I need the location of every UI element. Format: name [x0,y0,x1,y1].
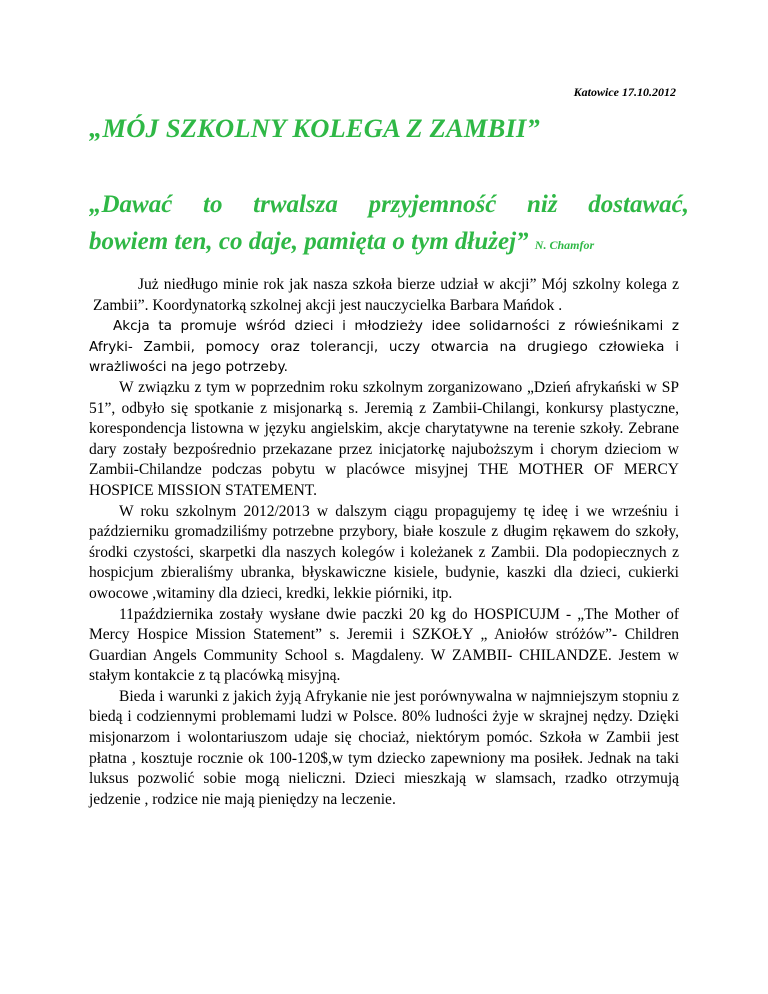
quote-line-2 [89,223,689,264]
paragraph-poverty: Bieda i warunki z jakich żyją Afrykanie nie jest porównywalna w najmniejszym stopniu z biedą i codziennymi problemami ludzi w Polsce. 80% ludności żyje w skrajnej nędzy. Dzięki misjonarzom i wolontariuszom udaje się chociaż, niektórym pomóc. Szkoła w Zambii jest płatna , kosztuje rocznie ok 100-120$,w tym dziecko zapewniony ma posiłek. Jednak na taki luksus pozwolić sobie mogą nieliczni. Dzieci mieszkają w slamsach, rzadko otrzymują jedzenie , rodzice nie mają pieniędzy na leczenie. [89,687,679,808]
paragraph-intro: Już niedługo minie rok jak nasza szkoła bierze udział w akcji” Mój szkolny kolega z Zambii”. Koordynatorką szkolnej akcji jest nauczycielka Barbara Mańdok . [93,276,679,314]
epigraph-quote [89,186,689,264]
quote-line-1: „Dawać to trwalsza przyjemność niż dostawać, [89,191,689,218]
paragraph-promotion: Akcja ta promuje wśród dzieci i młodzieży idee solidarności z rówieśnikami z Afryki- Zambii, pomocy oraz tolerancji, uczy otwarcia na drugiego człowieka i wrażliwości na jego potrzeby. [89,318,679,376]
paragraph-previous-year: W związku z tym w poprzednim roku szkolnym zorganizowano „Dzień afrykański w SP 51”, odbyło się spotkanie z misjonarką s. Jeremią z Zambii-Chilangi, konkursy plastyczne, korespondencja listowna w języku angielskim, akcje charytatywne na terenie szkoły. Zebrane dary zostały bezpośrednio przekazane przez inicjatorkę najuboższym i chorym dzieciom w Zambii-Chilandze podczas pobytu w placówce misyjnej THE MOTHER OF MERCY HOSPICE MISSION STATEMENT. [89,378,679,499]
article-body [89,275,679,810]
paragraph-current-year: W roku szkolnym 2012/2013 w dalszym ciągu propagujemy tę ideę i we wrześniu i październiku gromadziliśmy potrzebne przybory, białe koszule z długim rękawem do szkoły, środki czystości, skarpetki dla naszych kolegów i koleżanek z Zambii. Dla podopiecznych z hospicjum zbieraliśmy ubranka, błyskawiczne kisiele, budynie, kaszki dla dzieci, cukierki owocowe ,witaminy dla dzieci, kredki, lekkie piórniki, itp. [89,502,679,602]
document-date: Katowice 17.10.2012 [573,85,676,99]
paragraph-parcels: 11października zostały wysłane dwie paczki 20 kg do HOSPICUJM - „The Mother of Mercy Hospice Mission Statement” s. Jeremii i SZKOŁY „ Aniołów stróżów”- Children Guardian Angels Community School s. Magdaleny. W ZAMBII- CHILANDZE. Jestem w stałym kontakcie z tą placówką misyjną. [89,605,679,685]
quote-line-2-text: bowiem ten, co daje, pamięta o tym dłużej” [89,228,529,255]
quote-author: N. Chamfor [534,238,595,252]
document-title: „MÓJ SZKOLNY KOLEGA Z ZAMBII” [89,113,540,143]
